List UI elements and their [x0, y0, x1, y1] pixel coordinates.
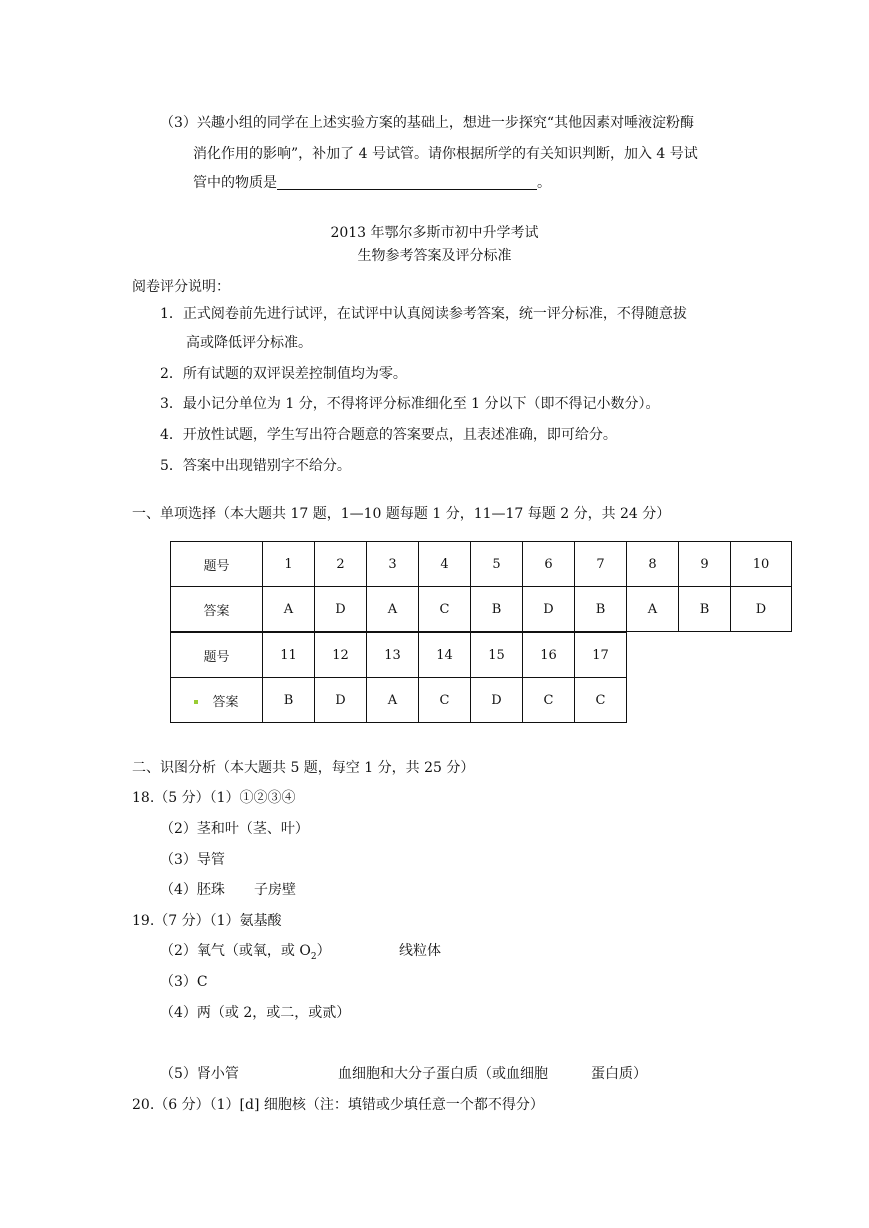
- answer-blank: [277, 175, 537, 190]
- answer-cell: D: [523, 587, 575, 632]
- question-number: 6: [523, 542, 575, 587]
- question-number: 3: [367, 542, 419, 587]
- marker-dot-icon: [194, 700, 198, 704]
- table-row: [171, 633, 627, 678]
- note-item-5: 5．答案中出现错别字不给分。: [160, 458, 351, 474]
- row-label-number: 题号: [171, 633, 263, 678]
- q19-line-2a: [160, 942, 331, 966]
- answer-cell: A: [367, 678, 419, 723]
- note-item-1-cont: 高或降低评分标准。: [186, 335, 312, 351]
- q18-line-4b: 子房壁: [254, 882, 296, 898]
- answer-cell: D: [731, 587, 792, 632]
- answer-cell: C: [419, 678, 471, 723]
- question-number: 2: [315, 542, 367, 587]
- answer-cell: A: [263, 587, 315, 632]
- q3-line-1: （3）兴趣小组的同学在上述实验方案的基础上，想进一步探究“其他因素对唾液淀粉酶: [160, 115, 695, 131]
- q3-line-3: [193, 174, 551, 192]
- answer-cell: A: [627, 587, 679, 632]
- question-number: 16: [523, 633, 575, 678]
- q19-line-1: 19.（7 分）（1）氨基酸: [132, 913, 282, 929]
- q19-line-2-text: （2）氧气（或氧，或 O: [160, 943, 311, 959]
- question-number: 14: [419, 633, 471, 678]
- question-number: 11: [263, 633, 315, 678]
- section-2-heading: 二、识图分析（本大题共 5 题，每空 1 分，共 25 分）: [132, 760, 475, 776]
- q19-line-5c: 蛋白质）: [591, 1066, 647, 1082]
- answer-cell: B: [263, 678, 315, 723]
- document-subtitle: 生物参考答案及评分标准: [357, 248, 512, 264]
- question-number: 15: [471, 633, 523, 678]
- table-row: [171, 678, 627, 723]
- question-number: 17: [575, 633, 627, 678]
- question-number: 4: [419, 542, 471, 587]
- q19-line-5b: 血细胞和大分子蛋白质（或血细胞: [338, 1066, 548, 1082]
- note-item-3: 3．最小记分单位为 1 分，不得将评分标准细化至 1 分以下（即不得记小数分）。: [160, 396, 660, 412]
- q20-line-1: 20.（6 分）（1）[d] 细胞核（注：填错或少填任意一个都不得分）: [132, 1097, 544, 1113]
- row-label-number: 题号: [171, 542, 263, 587]
- document-title: 2013 年鄂尔多斯市初中升学考试: [330, 225, 539, 241]
- row-label-answer-text: 答案: [212, 694, 239, 710]
- question-number: 12: [315, 633, 367, 678]
- question-number: 8: [627, 542, 679, 587]
- question-number: 10: [731, 542, 792, 587]
- q19-line-2-close: ）: [316, 943, 331, 959]
- answer-cell: C: [575, 678, 627, 723]
- question-number: 9: [679, 542, 731, 587]
- question-number: 13: [367, 633, 419, 678]
- answer-cell: C: [523, 678, 575, 723]
- q19-line-2b: 线粒体: [399, 943, 441, 959]
- section-1-heading: 一、单项选择（本大题共 17 题，1—10 题每题 1 分，11—17 每题 2 分，共 24 分）: [132, 506, 671, 522]
- answer-cell: D: [315, 587, 367, 632]
- q3-line-3-prefix: 管中的物质是: [193, 175, 277, 191]
- answer-cell: A: [367, 587, 419, 632]
- answer-cell: B: [575, 587, 627, 632]
- q19-line-4: （4）两（或 2，或二，或贰）: [160, 1005, 351, 1021]
- question-number: 7: [575, 542, 627, 587]
- q18-line-4a: （4）胚珠: [160, 882, 225, 898]
- answer-table-2: [170, 632, 627, 723]
- note-item-4: 4．开放性试题，学生写出符合题意的答案要点，且表述准确，即可给分。: [160, 427, 617, 443]
- question-number: 1: [263, 542, 315, 587]
- note-item-2: 2．所有试题的双评误差控制值均为零。: [160, 366, 407, 382]
- notes-heading: 阅卷评分说明：: [132, 279, 230, 295]
- answer-table-1: [170, 541, 792, 632]
- answer-cell: B: [679, 587, 731, 632]
- note-item-1: 1．正式阅卷前先进行试评，在试评中认真阅读参考答案，统一评分标准，不得随意拔: [160, 306, 687, 322]
- q19-line-5a: （5）肾小管: [160, 1066, 239, 1082]
- answer-cell: C: [419, 587, 471, 632]
- q18-line-2: （2）茎和叶（茎、叶）: [160, 821, 309, 837]
- row-label-answer: 答案: [171, 587, 263, 632]
- q18-line-1: 18.（5 分）（1）①②③④: [132, 790, 296, 806]
- q3-line-3-suffix: 。: [537, 175, 551, 191]
- q3-line-2: 消化作用的影响”，补加了 4 号试管。请你根据所学的有关知识判断，加入 4 号试: [193, 146, 698, 162]
- question-number: 5: [471, 542, 523, 587]
- table-row: [171, 542, 792, 587]
- q18-line-3: （3）导管: [160, 852, 225, 868]
- q19-line-3: （3）C: [160, 974, 208, 990]
- answer-cell: B: [471, 587, 523, 632]
- answer-cell: D: [471, 678, 523, 723]
- q19-subscript: 2: [310, 951, 317, 962]
- row-label-answer: [171, 678, 263, 723]
- table-row: [171, 587, 792, 632]
- answer-cell: D: [315, 678, 367, 723]
